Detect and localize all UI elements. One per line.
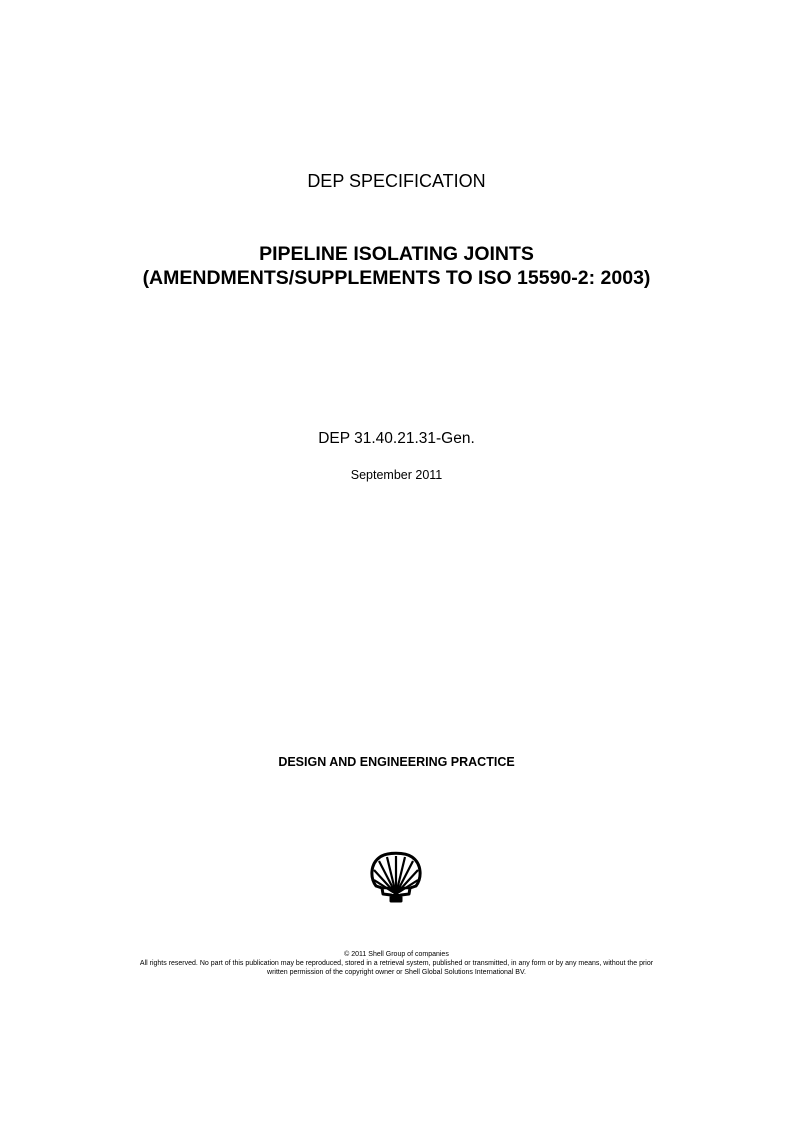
document-title bbox=[0, 242, 793, 290]
title-line: (AMENDMENTS/SUPPLEMENTS TO ISO 15590-2: 2003) bbox=[142, 267, 651, 289]
dep-number: DEP 31.40.21.31-Gen. bbox=[318, 430, 475, 447]
practice-label: DESIGN AND ENGINEERING PRACTICE bbox=[278, 755, 515, 769]
shell-pecten-icon bbox=[368, 850, 424, 904]
publication-date: September 2011 bbox=[350, 468, 443, 482]
copyright-notice bbox=[0, 950, 793, 977]
copyright-line: written permission of the copyright owner or Shell Global Solutions International BV. bbox=[267, 969, 526, 976]
title-line: PIPELINE ISOLATING JOINTS bbox=[259, 243, 534, 265]
copyright-line: © 2011 Shell Group of companies bbox=[344, 951, 449, 958]
copyright-line: All rights reserved. No part of this publication may be reproduced, stored in a retrieval system, published or transmitted, in any form or by any means, without the prior bbox=[139, 960, 654, 967]
spec-label: DEP SPECIFICATION bbox=[307, 171, 486, 191]
